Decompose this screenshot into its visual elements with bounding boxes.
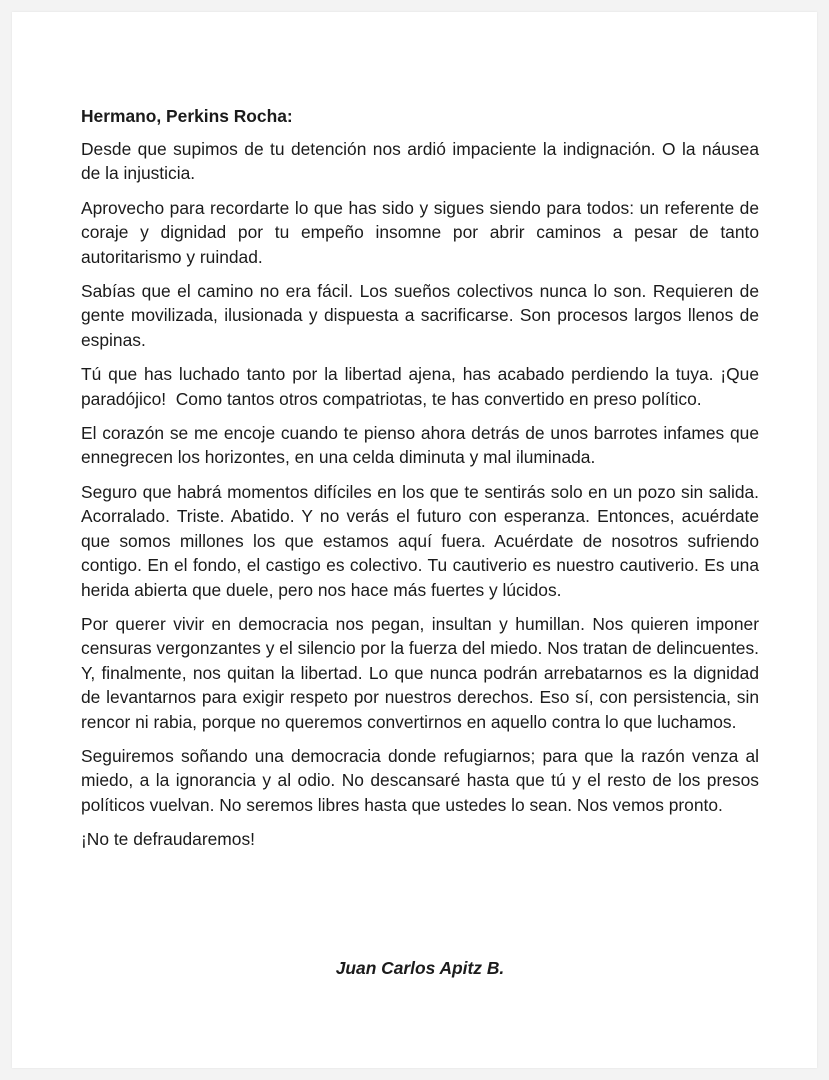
letter-paragraph-7: Por querer vivir en democracia nos pegan, insultan y humillan. Nos quieren imponer censuras vergonzantes y el silencio por la fuerza del miedo. Nos tratan de delincuentes. Y, finalmente, nos quitan la libertad. Lo que nunca podrán arrebatarnos es la dignidad de levantarnos para exigir respeto por nuestros derechos. Eso sí, con persistencia, sin rencor ni rabia, porque no queremos convertirnos en aquello contra lo que luchamos. — [81, 613, 759, 732]
letter-body — [81, 104, 764, 978]
letter-closing: ¡No te defraudaremos! — [81, 829, 255, 850]
letter-paragraph-6: Seguro que habrá momentos difíciles en los que te sentirás solo en un pozo sin salida. Acorralado. Triste. Abatido. Y no verás el futuro con esperanza. Entonces, acuérdate que somos millones los que estamos aquí fuera. Acuérdate de nosotros sufriendo contigo. En el fondo, el castigo es colectivo. Tu cautiverio es nuestro cautiverio. Es una herida abierta que duele, pero nos hace más fuertes y lúcidos. — [81, 481, 759, 600]
letter-paragraph-4: Tú que has luchado tanto por la libertad ajena, has acabado perdiendo la tuya. ¡Que paradójico! Como tantos otros compatriotas, te has convertido en preso político. — [81, 364, 764, 409]
letter-signature: Juan Carlos Apitz B. — [335, 958, 505, 978]
letter-paragraph-1: Desde que supimos de tu detención nos ardió impaciente la indignación. O la náusea de la injusticia. — [81, 139, 759, 184]
letter-salutation: Hermano, Perkins Rocha: — [81, 106, 293, 126]
letter-paragraph-8: Seguiremos soñando una democracia donde refugiarnos; para que la razón venza al miedo, a la ignorancia y al odio. No descansaré hasta que tú y el resto de los presos políticos vuelvan. No seremos libres hasta que ustedes lo sean. Nos vemos pronto. — [81, 745, 759, 815]
letter-paragraph-2: Aprovecho para recordarte lo que has sido y sigues siendo para todos: un referente de coraje y dignidad por tu empeño insomne por abrir caminos a pesar de tanto autoritarismo y ruindad. — [81, 197, 759, 267]
letter-page — [12, 12, 817, 1068]
letter-paragraph-3: Sabías que el camino no era fácil. Los sueños colectivos nunca lo son. Requieren de gente movilizada, ilusionada y dispuesta a sacrificarse. Son procesos largos llenos de espinas. — [81, 281, 759, 350]
letter-paragraph-5: El corazón se me encoje cuando te pienso ahora detrás de unos barrotes infames que ennegrecen los horizontes, en una celda diminuta y mal iluminada. — [81, 423, 759, 468]
